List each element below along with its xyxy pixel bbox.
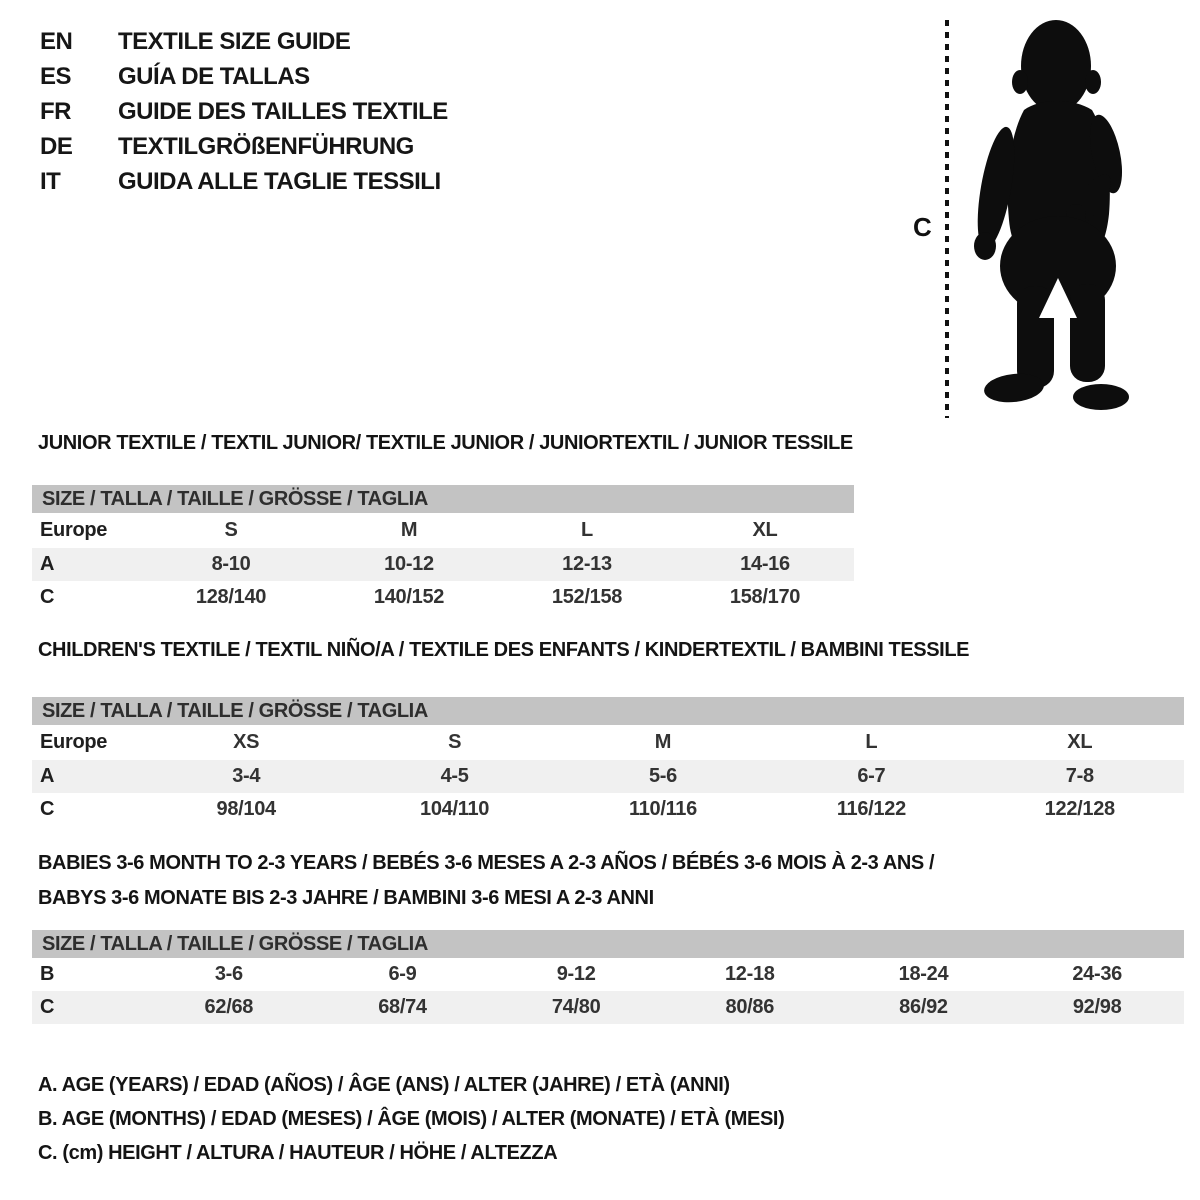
row-label: A bbox=[32, 548, 142, 581]
table-size-header: SIZE / TALLA / TAILLE / GRÖSSE / TAGLIA bbox=[32, 485, 854, 513]
size-cell: XS bbox=[233, 731, 260, 753]
size-cell: 9-12 bbox=[556, 963, 596, 985]
language-row-it bbox=[40, 164, 448, 199]
size-cell: 6-7 bbox=[767, 760, 975, 793]
height-measure-label: C bbox=[913, 212, 932, 242]
size-cell: XL bbox=[1067, 731, 1093, 753]
size-cell: 128/140 bbox=[195, 586, 267, 608]
size-cell: S bbox=[448, 731, 462, 753]
row-label: B bbox=[40, 963, 55, 985]
table-row bbox=[32, 991, 1184, 1024]
language-row-es bbox=[40, 59, 448, 94]
row-label: Europe bbox=[40, 519, 108, 541]
size-cell: 8-10 bbox=[142, 548, 320, 581]
size-cell: 92/98 bbox=[1010, 991, 1184, 1024]
size-cell: 3-6 bbox=[214, 963, 243, 985]
size-cell: 18-24 bbox=[898, 963, 949, 985]
table-row bbox=[32, 548, 854, 581]
size-cell: 74/80 bbox=[489, 991, 663, 1024]
language-label: GUIDA ALLE TAGLIE TESSILI bbox=[118, 167, 441, 195]
language-label: GUIDE DES TAILLES TEXTILE bbox=[118, 97, 448, 125]
language-row-fr bbox=[40, 94, 448, 129]
size-cell: 140/152 bbox=[373, 586, 445, 608]
language-code: IT bbox=[40, 167, 61, 195]
size-cell: 5-6 bbox=[559, 760, 767, 793]
language-label: GUÍA DE TALLAS bbox=[118, 62, 310, 90]
footnote-b: B. AGE (MONTHS) / EDAD (MESES) / ÂGE (MOIS) / ALTER (MONATE) / ETÀ (MESI) bbox=[38, 1108, 785, 1130]
size-cell: 86/92 bbox=[837, 991, 1011, 1024]
size-table-junior bbox=[32, 485, 854, 614]
size-cell: 3-4 bbox=[142, 760, 350, 793]
table-header-row bbox=[32, 485, 854, 513]
language-legend bbox=[40, 24, 448, 199]
table-header-row bbox=[32, 930, 1184, 958]
language-code: DE bbox=[40, 132, 73, 160]
row-label: Europe bbox=[40, 731, 108, 753]
language-row-de bbox=[40, 129, 448, 164]
section-title-junior: JUNIOR TEXTILE / TEXTIL JUNIOR/ TEXTILE JUNIOR / JUNIORTEXTIL / JUNIOR TESSILE bbox=[38, 432, 853, 454]
size-cell: 152/158 bbox=[551, 586, 623, 608]
section-title-babies-line2: BABYS 3-6 MONATE BIS 2-3 JAHRE / BAMBINI 3-6 MESI A 2-3 ANNI bbox=[38, 887, 654, 909]
row-label: C bbox=[40, 798, 55, 820]
footnote-c: C. (cm) HEIGHT / ALTURA / HAUTEUR / HÖHE / ALTEZZA bbox=[38, 1142, 558, 1164]
size-cell: 4-5 bbox=[350, 760, 558, 793]
size-cell: L bbox=[581, 519, 593, 541]
size-cell: 14-16 bbox=[676, 548, 854, 581]
table-size-header: SIZE / TALLA / TAILLE / GRÖSSE / TAGLIA bbox=[32, 697, 1184, 725]
size-cell: 98/104 bbox=[216, 798, 276, 820]
size-cell: 7-8 bbox=[976, 760, 1184, 793]
size-cell: 12-13 bbox=[498, 548, 676, 581]
baby-silhouette-icon bbox=[970, 18, 1136, 420]
table-row bbox=[32, 760, 1184, 793]
table-row bbox=[32, 581, 854, 614]
size-table-babies bbox=[32, 930, 1184, 1024]
section-title-babies-line1: BABIES 3-6 MONTH TO 2-3 YEARS / BEBÉS 3-6 MESES A 2-3 AÑOS / BÉBÉS 3-6 MOIS À 2-3 ANS / bbox=[38, 852, 935, 874]
size-cell: M bbox=[654, 731, 672, 753]
language-code: ES bbox=[40, 62, 72, 90]
table-row bbox=[32, 725, 1184, 760]
language-row-en bbox=[40, 24, 448, 59]
language-code: EN bbox=[40, 27, 73, 55]
language-label: TEXTILE SIZE GUIDE bbox=[118, 27, 351, 55]
row-label: C bbox=[32, 991, 142, 1024]
row-label: C bbox=[40, 586, 55, 608]
size-cell: S bbox=[224, 519, 238, 541]
size-cell: 122/128 bbox=[1044, 798, 1115, 820]
table-size-header: SIZE / TALLA / TAILLE / GRÖSSE / TAGLIA bbox=[32, 930, 1184, 958]
table-row bbox=[32, 958, 1184, 991]
section-title-babies bbox=[38, 846, 934, 916]
language-label: TEXTILGRÖßENFÜHRUNG bbox=[118, 132, 414, 160]
size-cell: 62/68 bbox=[142, 991, 316, 1024]
size-cell: 6-9 bbox=[388, 963, 417, 985]
size-table-children bbox=[32, 697, 1184, 826]
size-cell: L bbox=[865, 731, 878, 753]
table-header-row bbox=[32, 697, 1184, 725]
row-label: A bbox=[32, 760, 142, 793]
size-cell: 116/122 bbox=[836, 798, 906, 820]
footnote-a: A. AGE (YEARS) / EDAD (AÑOS) / ÂGE (ANS) / ALTER (JAHRE) / ETÀ (ANNI) bbox=[38, 1074, 730, 1096]
size-cell: 12-18 bbox=[724, 963, 775, 985]
language-code: FR bbox=[40, 97, 71, 125]
size-cell: 10-12 bbox=[320, 548, 498, 581]
size-cell: 80/86 bbox=[663, 991, 837, 1024]
table-row bbox=[32, 793, 1184, 826]
size-cell: 24-36 bbox=[1072, 963, 1122, 985]
size-cell: 158/170 bbox=[729, 586, 801, 608]
size-cell: XL bbox=[752, 519, 778, 541]
section-title-children: CHILDREN'S TEXTILE / TEXTIL NIÑO/A / TEXTILE DES ENFANTS / KINDERTEXTIL / BAMBINI TESSILE bbox=[38, 639, 970, 661]
size-cell: M bbox=[400, 519, 418, 541]
size-cell: 68/74 bbox=[316, 991, 490, 1024]
table-row bbox=[32, 513, 854, 548]
height-dashed-line-icon bbox=[944, 20, 950, 418]
size-cell: 110/116 bbox=[628, 798, 697, 820]
size-cell: 104/110 bbox=[420, 798, 490, 820]
footnotes bbox=[38, 1068, 784, 1170]
